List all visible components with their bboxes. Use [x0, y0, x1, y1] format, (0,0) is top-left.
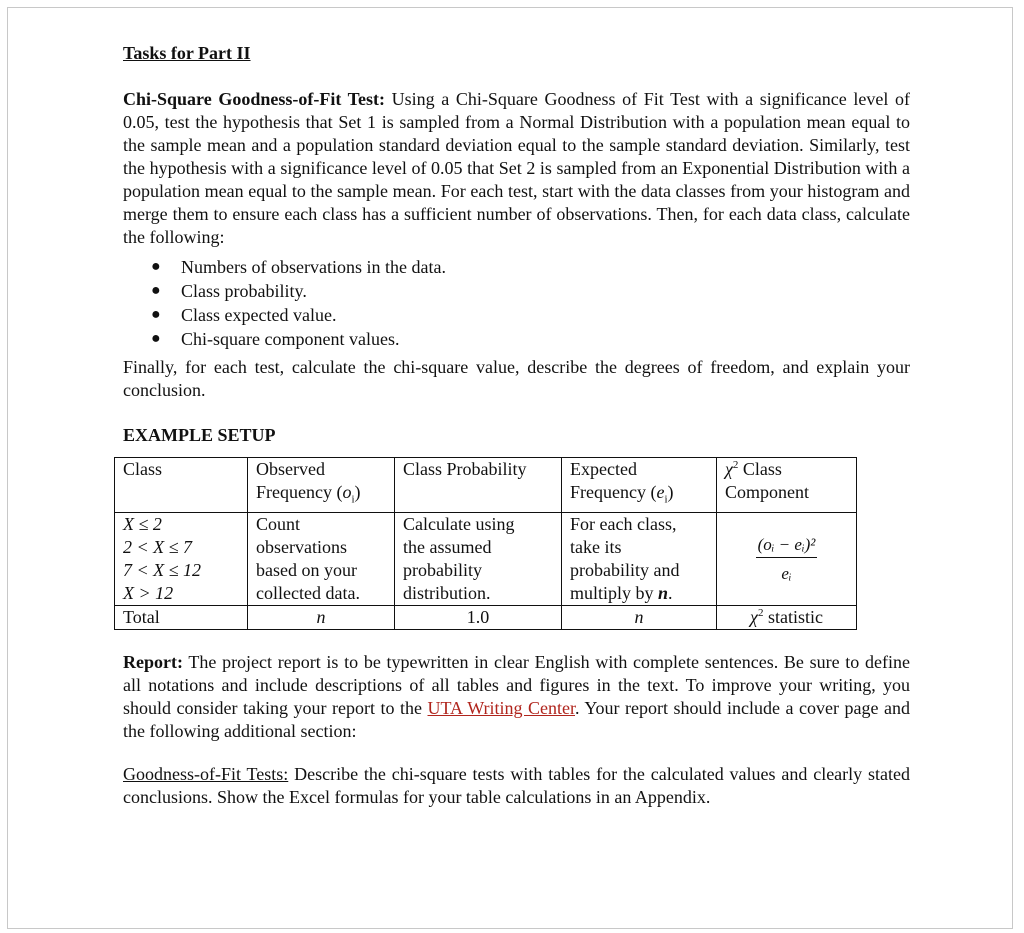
total-chi-statistic: $\chi^2$ statistic — [717, 605, 857, 629]
bullet-icon: ● — [151, 306, 161, 323]
section-heading: Tasks for Part II — [123, 43, 251, 63]
document-page — [7, 7, 1013, 929]
example-setup-table — [114, 457, 857, 630]
header-probability: Class Probability — [395, 458, 562, 513]
uta-writing-center-link[interactable]: UTA Writing Center — [427, 698, 576, 718]
total-observed: n — [248, 605, 395, 629]
list-item: ● Chi-square component values. — [151, 329, 400, 349]
intro-text: Using a Chi-Square Goodness of Fit Test with a significance level of 0.05, test the hypothesis that Set 1 is sampled from a Normal Distribution with a population mean equal to the sample mean and a population standard deviation equal to the sample standard deviation. Similarly, test the hypothesis with a significance level of 0.05 that Set 2 is sampled from an Exponential Distribution with a population mean equal to the sample mean. For each test, start with the data classes from your histogram and merge them to ensure each class has a sufficient number of observations. Then, for each data class, calculate the following: — [123, 89, 910, 247]
formula-fraction: $\frac{\text{(oᵢ − eᵢ)²}}{\text{eᵢ}}$ — [757, 534, 816, 583]
list-item: ● Class expected value. — [151, 305, 337, 325]
total-label: Total — [115, 605, 248, 629]
header-observed: Observed Frequency $(o_i)$ — [248, 458, 395, 513]
bullet-icon: ● — [151, 258, 161, 275]
finally-paragraph: Finally, for each test, calculate the chi-square value, describe the degrees of freedom, and explain your conclusion. — [123, 357, 910, 400]
report-label: Report: — [123, 652, 183, 672]
total-expected: n — [562, 605, 717, 629]
bullet-icon: ● — [151, 282, 161, 299]
table-header-row — [115, 458, 857, 513]
header-chi-component: $\chi^2$ Class Component — [717, 458, 857, 513]
intro-label: Chi-Square Goodness-of-Fit Test: — [123, 89, 385, 109]
gof-label: Goodness-of-Fit Tests: — [123, 764, 289, 784]
list-item: ● Class probability. — [151, 281, 307, 301]
probability-description: Calculate using the assumed probability distribution. — [395, 512, 562, 605]
header-class: Class — [115, 458, 248, 513]
intro-paragraph — [123, 88, 910, 249]
header-expected: Expected Frequency $(e_i)$ — [562, 458, 717, 513]
report-paragraph: Report: The project report is to be typewritten in clear English with complete sentences. Be sure to define all notations and include descriptions of all tables and figures in the text. To improve your writing, you should consider taking your report to the UTA Writing Center. Your report should include a cover page and the following additional section: — [123, 652, 910, 741]
gof-paragraph: Goodness-of-Fit Tests: Describe the chi-square tests with tables for the calculated values and clearly stated conclusions. Show the Excel formulas for your table calculations in an Appendix. — [123, 764, 910, 807]
class-ranges: X ≤ 2 2 < X ≤ 7 7 < X ≤ 12 X > 12 — [115, 512, 248, 605]
expected-description: For each class, take its probability and multiply by n. — [562, 512, 717, 605]
calculation-list — [123, 255, 446, 351]
observed-description: Count observations based on your collected data. — [248, 512, 395, 605]
bullet-icon: ● — [151, 330, 161, 347]
table-row — [115, 512, 857, 605]
list-item: ● Numbers of observations in the data. — [151, 257, 446, 277]
chi-component-formula — [717, 512, 857, 605]
total-probability: 1.0 — [395, 605, 562, 629]
example-setup-heading: EXAMPLE SETUP — [123, 425, 276, 445]
table-total-row — [115, 605, 857, 629]
